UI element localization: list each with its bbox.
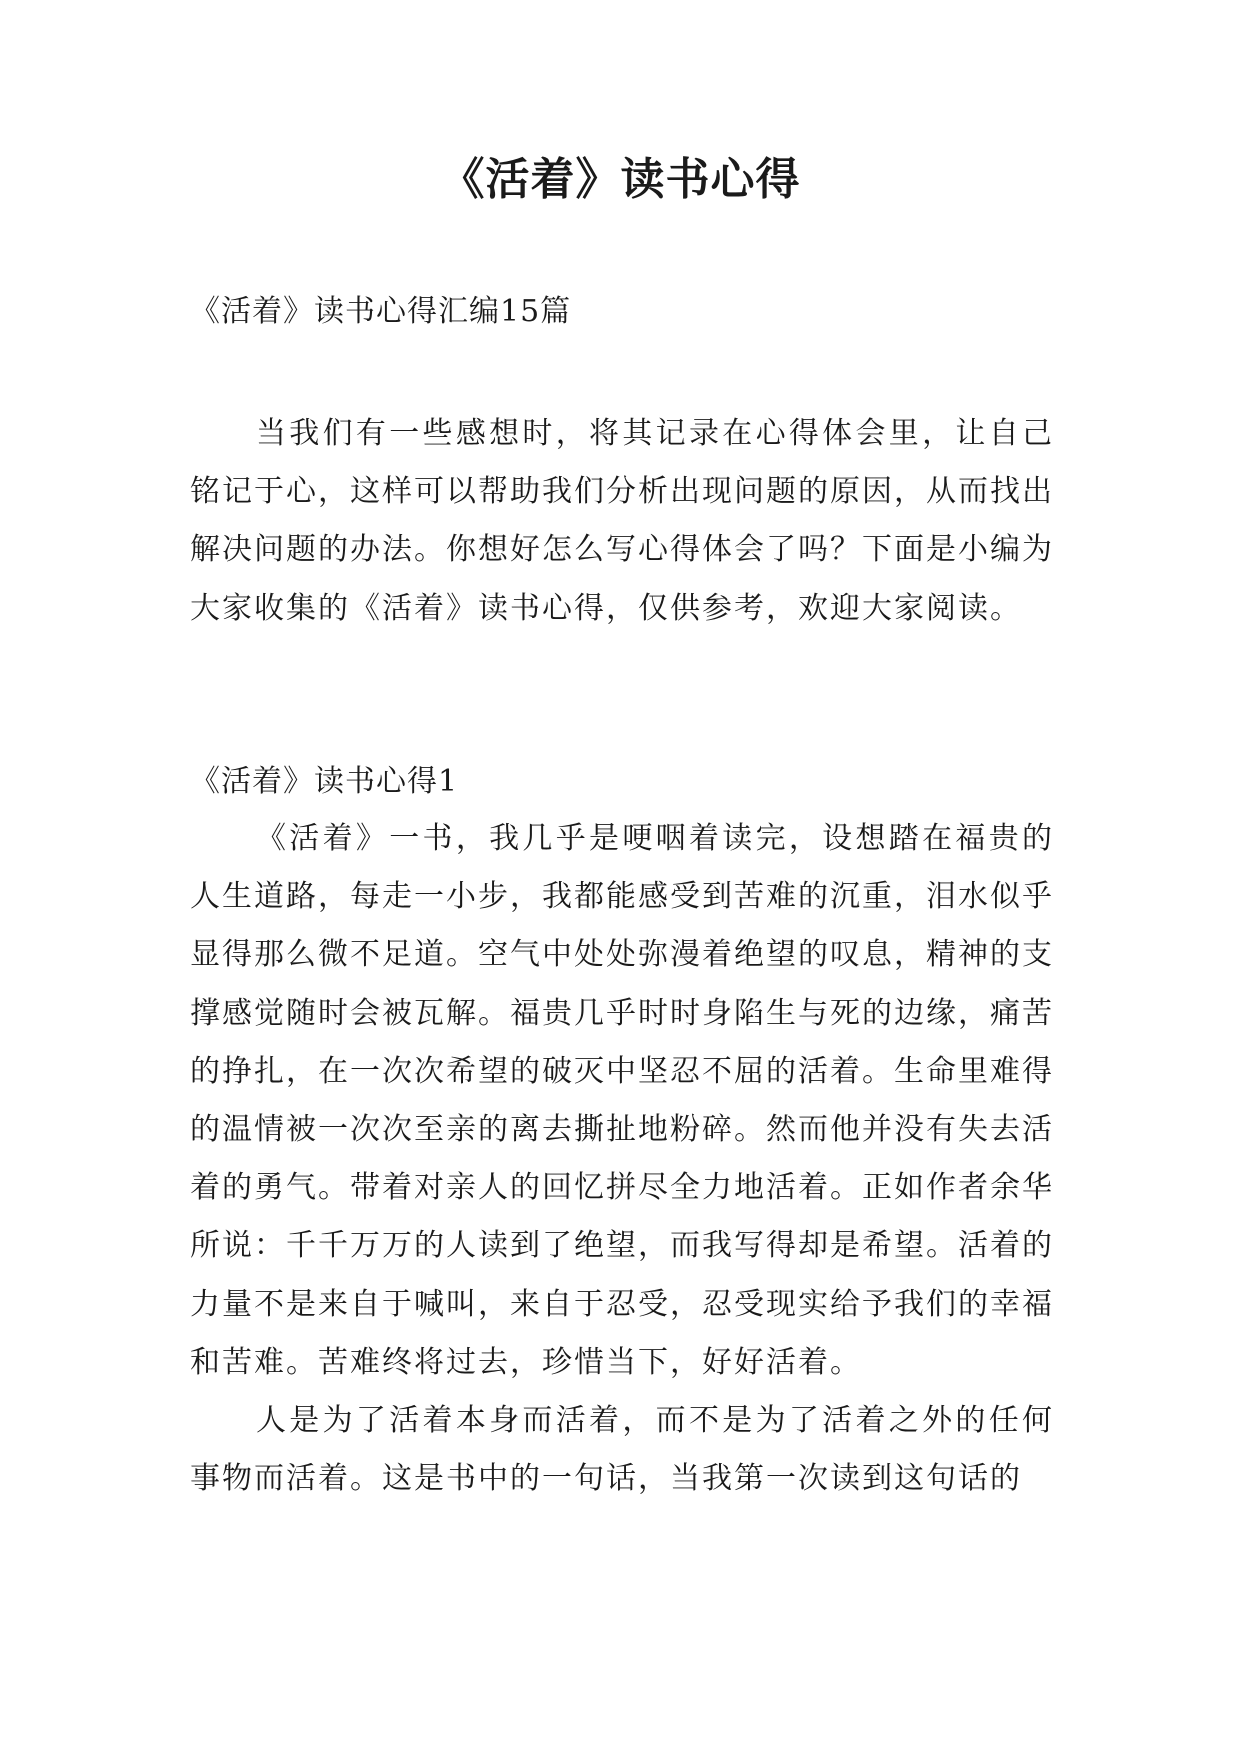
- section-body: [190, 810, 1054, 1508]
- document-subtitle: 《活着》读书心得汇编15篇: [190, 294, 572, 329]
- section-heading: 《活着》读书心得1: [190, 764, 459, 799]
- intro-paragraph: 当我们有一些感想时，将其记录在心得体会里，让自己铭记于心，这样可以帮助我们分析出现问题的原因，从而找出解决问题的办法。你想好怎么写心得体会了吗？下面是小编为大家收集的《活着》读书心得，仅供参考，欢迎大家阅读。: [190, 416, 1054, 626]
- section-paragraph-1: 《活着》一书，我几乎是哽咽着读完，设想踏在福贵的人生道路，每走一小步，我都能感受到苦难的沉重，泪水似乎显得那么微不足道。空气中处处弥漫着绝望的叹息，精神的支撑感觉随时会被瓦解。福贵几乎时时身陷生与死的边缘，痛苦的挣扎，在一次次希望的破灭中坚忍不屈的活着。生命里难得的温情被一次次至亲的离去撕扯地粉碎。然而他并没有失去活着的勇气。带着对亲人的回忆拼尽全力地活着。正如作者余华所说：千千万万的人读到了绝望，而我写得却是希望。活着的力量不是来自于喊叫，来自于忍受，忍受现实给予我们的幸福和苦难。苦难终将过去，珍惜当下，好好活着。: [190, 821, 1054, 1380]
- section-paragraph-2: 人是为了活着本身而活着，而不是为了活着之外的任何事物而活着。这是书中的一句话，当我第一次读到这句话的: [190, 1403, 1054, 1497]
- document-title: 《活着》读书心得: [440, 154, 801, 205]
